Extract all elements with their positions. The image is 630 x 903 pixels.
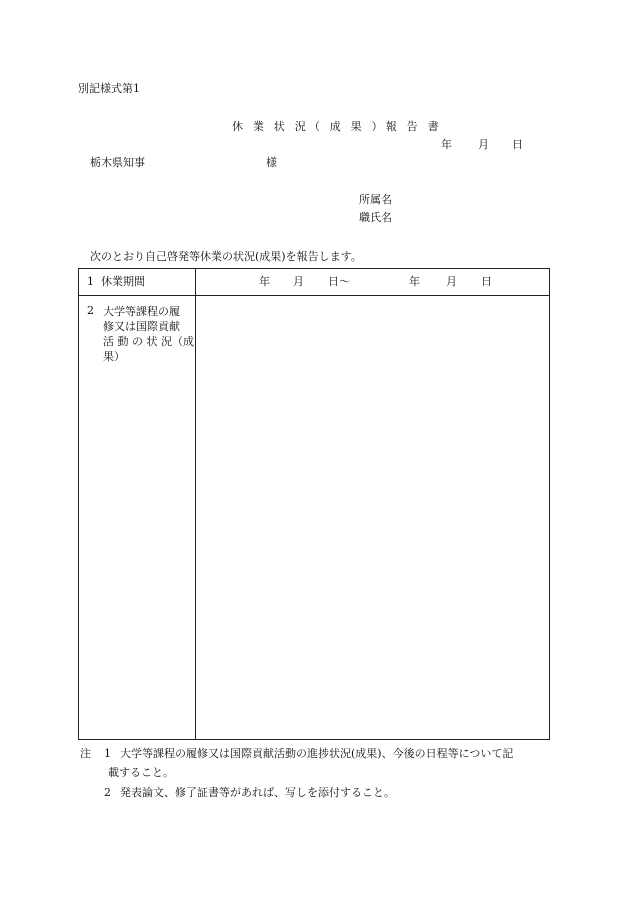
date-day-label: 日 [512,138,523,151]
study-status-label [103,304,194,364]
form-number: 別記様式第1 [78,82,140,95]
note-number-1: 1 [104,747,111,760]
table-row-divider [79,295,549,296]
study-status-label-line: 果） [103,350,125,363]
report-table [78,268,550,740]
intro-text: 次のとおり自己啓発等休業の状況(成果)を報告します。 [90,250,362,263]
period-from-month: 月 [293,275,304,288]
date-year-label: 年 [441,138,452,151]
note-1-text: 大学等課程の履修又は国際貢献活動の進捗状況(成果)、今後の日程等について記 [120,747,514,760]
note-1-text-continued: 載すること。 [108,766,174,779]
table-column-divider [195,269,196,739]
study-status-label-line: 活 動 の 状 況（成 [103,335,194,348]
note-2-text: 発表論文、修了証書等があれば、写しを添付すること。 [120,786,395,799]
affiliation-label: 所属名 [359,193,392,206]
period-to-month: 月 [446,275,457,288]
date-month-label: 月 [478,138,489,151]
row-number-2: 2 [87,304,94,317]
study-status-label-line: 修又は国際貢献 [103,320,180,333]
row-number-1: 1 [87,275,94,288]
period-from-day: 日〜 [328,275,350,288]
honorific: 様 [266,156,277,169]
notes-mark: 注 [80,747,91,760]
period-to-year: 年 [409,275,420,288]
period-to-day: 日 [481,275,492,288]
addressee: 栃木県知事 [90,156,145,169]
note-number-2: 2 [104,786,111,799]
study-status-label-line: 大学等課程の履 [103,305,180,318]
period-from-year: 年 [259,275,270,288]
document-title: 休 業 状 況（ 成 果 ）報 告 書 [232,120,442,133]
leave-period-label: 休業期間 [101,275,145,288]
name-label: 職氏名 [359,211,392,224]
